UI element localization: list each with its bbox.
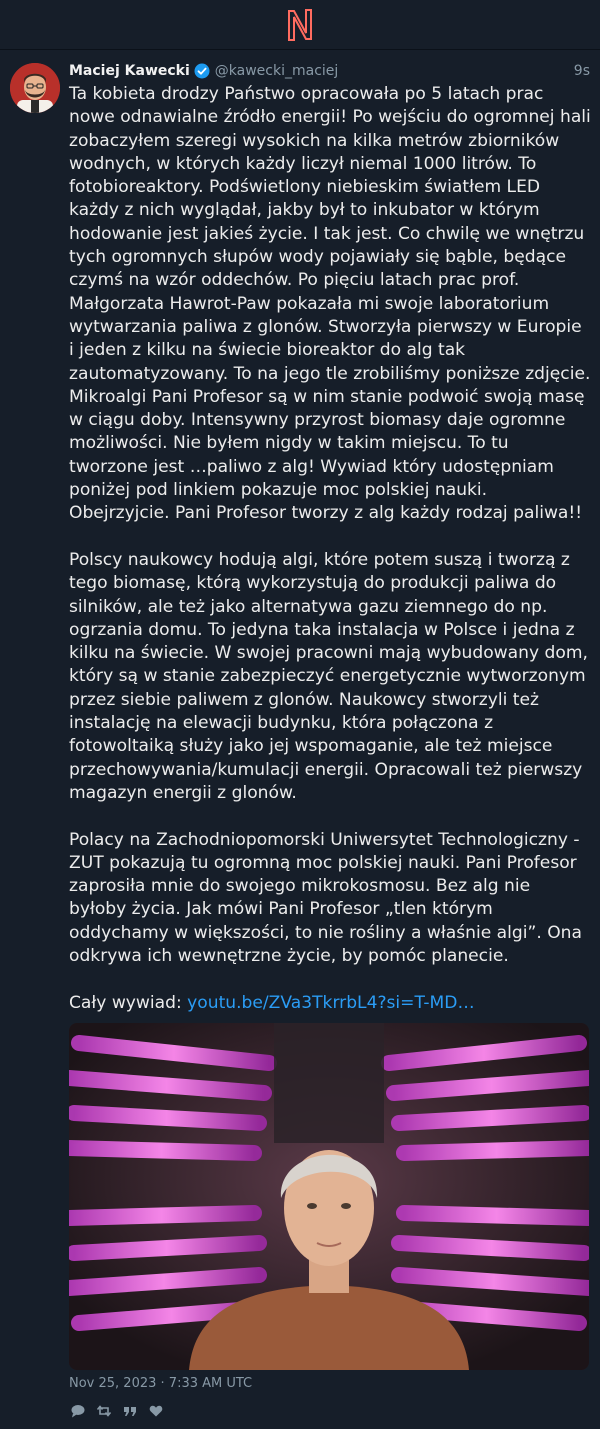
tweet-paragraph-1: Ta kobieta drodzy Państwo opracowała po 5 latach prac nowe odnawialne źródło energii! Po wejściu do ogromnej hali zobaczyłem szeregi wysokich na kilka metrów zbiorników wodnych, w których każdy liczył niemal 1000 litrów. To fotobioreaktory. Podświetlony niebieskim światłem LED każdy z nich wyglądał, jakby był to inkubator w którym hodowanie jest jakieś życie. I tak jest. Co chwilę we wnętrzu tych ogromnych słupów wody pojawiały się bąble, będące czymś na wzór oddechów. Po pięciu latach prac prof. Małgorzata Hawrot-Paw pokazała mi swoje laboratorium wytwarzania paliwa z glonów. Stworzyła pierwszy w Europie i jeden z kilku na świecie bioreaktor do alg tak zautomatyzowany. To na jego tle zrobiliśmy poniższe zdjęcie. Mikroalgi Pani Profesor są w nim stanie podwoić swoją masę w ciągu doby. Intensywny przyrost biomasy daje ogromne możliwości. Nie byłem nigdy w takim miejscu. To tu tworzone jest …paliwo z alg! Wywiad który udostępniam poniżej pod linkiem pokazuje moc polskiej nauki. Obejrzyjcie. Pani Profesor tworzy z alg każdy rodzaj paliwa!! (69, 84, 591, 524)
tweet-header (69, 60, 590, 82)
link-label: Cały wywiad: (69, 992, 188, 1013)
photo-image (69, 1023, 589, 1370)
retweet-icon (97, 1404, 111, 1418)
avatar[interactable] (10, 63, 60, 113)
tweet-content (69, 83, 591, 1015)
like-button[interactable] (147, 1404, 165, 1418)
reply-button[interactable] (69, 1404, 87, 1418)
tweet-link-line (69, 992, 591, 1015)
tweet-paragraph-3: Polacy na Zachodniopomorski Uniwersytet Technologiczny - ZUT pokazują tu ogromną moc polskiej nauki. Pani Profesor zaprosiła mnie do swojego mikrokosmosu. Bez alg nie byłoby życia. Jak mówi Pani Profesor „tlen którym oddychamy w większości, to nie rośliny a właśnie algi”. Ona odkrywa ich wewnętrzne życie, by pomóc planecie. (69, 829, 582, 966)
avatar-image (10, 63, 60, 113)
tweet-time[interactable]: 9s (573, 63, 590, 79)
tweet-paragraph-2: Polscy naukowcy hodują algi, które potem suszą i tworzą z tego biomasę, którą wykorzystują do produkcji paliwa do silników, ale też jako alternatywa gazu ziemnego do np. ogrzania domu. To jedyna taka instalacja w Polsce i jedna z kilku na świecie. W swojej pracowni mają wybudowany dom, który są w stanie zabezpieczyć energetycznie wytworzonym przez siebie paliwem z glonów. Naukowcy stworzyli też instalację na elewacji budynku, która połączona z fotowoltaiką służy jako jej wspomaganie, ale też miejsce przechowywania/kumulacji energii. Opracowali też pierwszy magazyn energii z glonów. (69, 549, 588, 803)
heart-icon (149, 1404, 163, 1418)
quote-button[interactable] (121, 1404, 139, 1418)
youtube-link[interactable]: youtu.be/ZVa3TkrrbL4?si=T-MD… (187, 992, 475, 1013)
retweet-button[interactable] (95, 1404, 113, 1418)
tweet-photo[interactable] (69, 1023, 589, 1370)
home-logo-link[interactable] (285, 8, 315, 42)
author-username[interactable]: @kawecki_maciej (214, 63, 339, 79)
verified-badge-icon (194, 63, 210, 79)
top-nav (0, 0, 600, 50)
tweet-stats (69, 1401, 173, 1421)
quote-icon (123, 1404, 137, 1418)
comment-icon (71, 1404, 85, 1418)
nitter-logo-icon (285, 8, 315, 42)
author-fullname[interactable]: Maciej Kawecki (69, 63, 190, 79)
tweet-published-date: Nov 25, 2023 · 7:33 AM UTC (69, 1376, 253, 1391)
tweet (0, 51, 600, 1429)
